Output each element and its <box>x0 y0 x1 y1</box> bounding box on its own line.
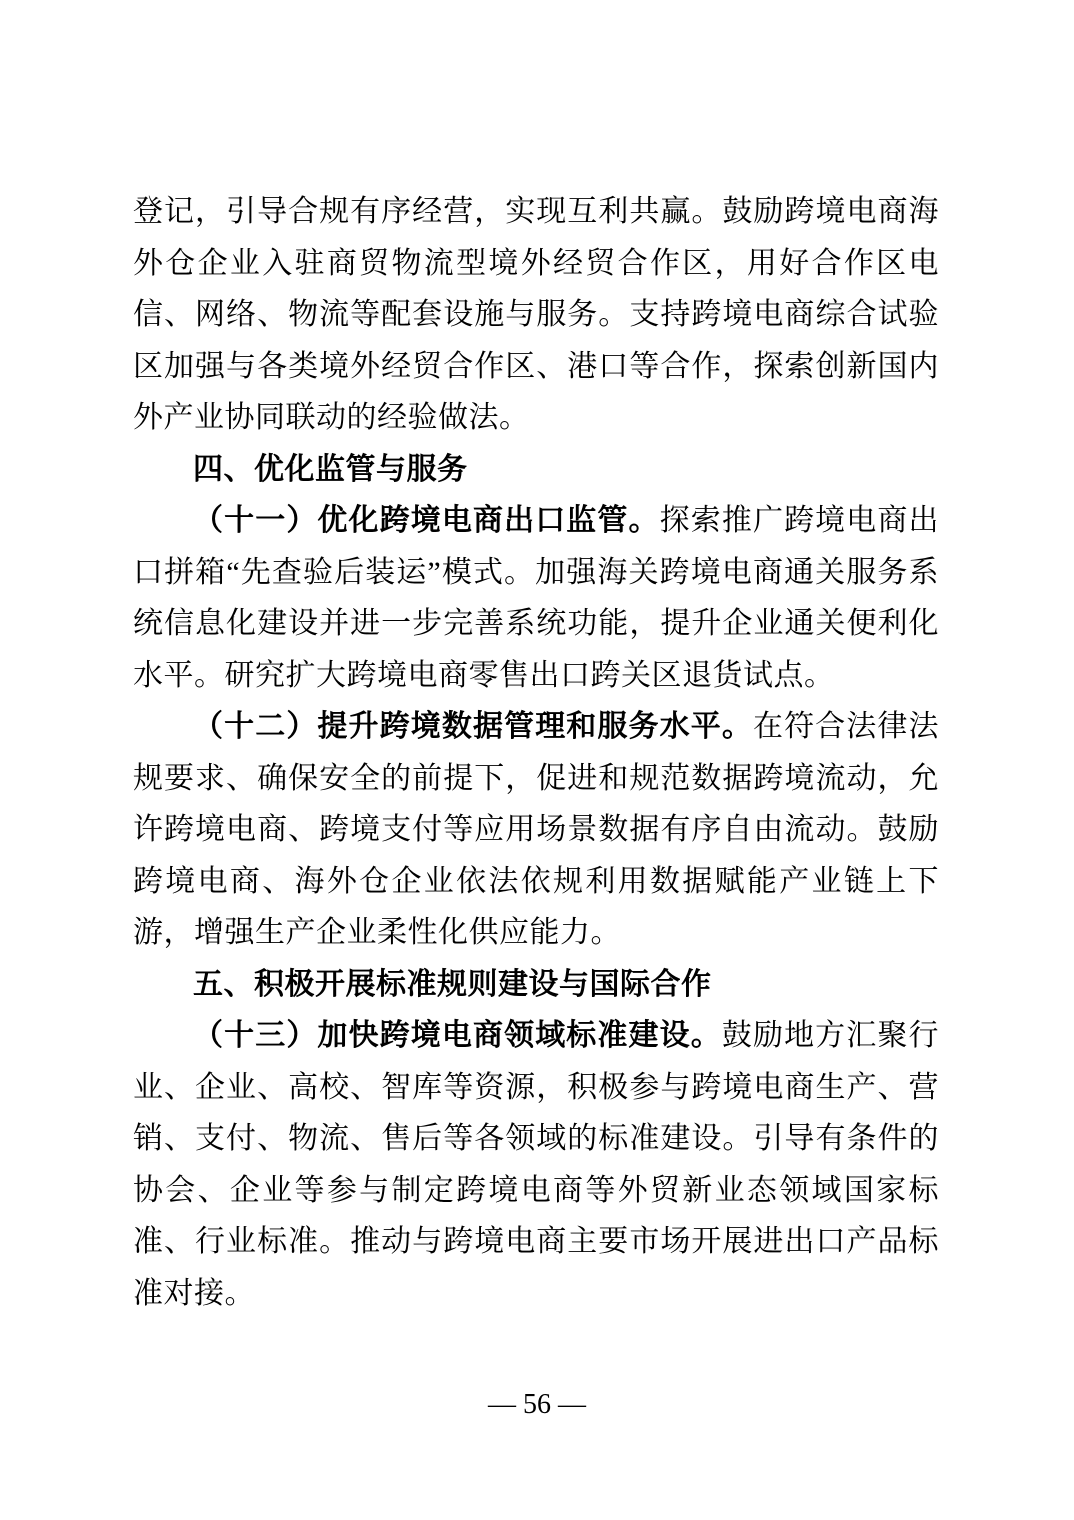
paragraph-continued-text: 登记，引导合规有序经营，实现互利共赢。鼓励跨境电商海外仓企业入驻商贸物流型境外经贸合作区，用好合作区电信、网络、物流等配套设施与服务。支持跨境电商综合试验区加强与各类境外经贸合作区、港口等合作，探索创新国内外产业协同联动的经验做法。 <box>133 195 939 434</box>
item-11-lead: （十一）优化跨境电商出口监管。 <box>193 504 660 537</box>
item-11-body: 探索推广跨境电商出口拼箱“先查验后装运”模式。加强海关跨境电商通关服务系统信息化建设并进一步完善系统功能，提升企业通关便利化水平。研究扩大跨境电商零售出口跨关区退货试点。 <box>133 504 940 692</box>
section-heading-4: 四、优化监管与服务 <box>193 452 468 486</box>
paragraph-continued <box>133 186 939 444</box>
paragraph-item-13 <box>133 1010 939 1319</box>
page-number: — 56 — <box>488 1389 586 1420</box>
item-12-body: 在符合法律法规要求、确保安全的前提下，促进和规范数据跨境流动，允许跨境电商、跨境支付等应用场景数据有序自由流动。鼓励跨境电商、海外仓企业依法依规利用数据赋能产业链上下游，增强生产企业柔性化供应能力。 <box>133 710 940 949</box>
item-13-lead: （十三）加快跨境电商领域标准建设。 <box>193 1019 722 1052</box>
item-13-body: 鼓励地方汇聚行业、企业、高校、智库等资源，积极参与跨境电商生产、营销、支付、物流、售后等各领域的标准建设。引导有条件的协会、企业等参与制定跨境电商等外贸新业态领域国家标准、行业标准。推动与跨境电商主要市场开展进出口产品标准对接。 <box>133 1019 940 1310</box>
paragraph-item-12 <box>133 701 939 959</box>
paragraph-item-11 <box>133 495 939 701</box>
section-heading-5: 五、积极开展标准规则建设与国际合作 <box>193 967 712 1001</box>
text-block <box>133 186 939 1319</box>
item-12-lead: （十二）提升跨境数据管理和服务水平。 <box>193 710 753 743</box>
